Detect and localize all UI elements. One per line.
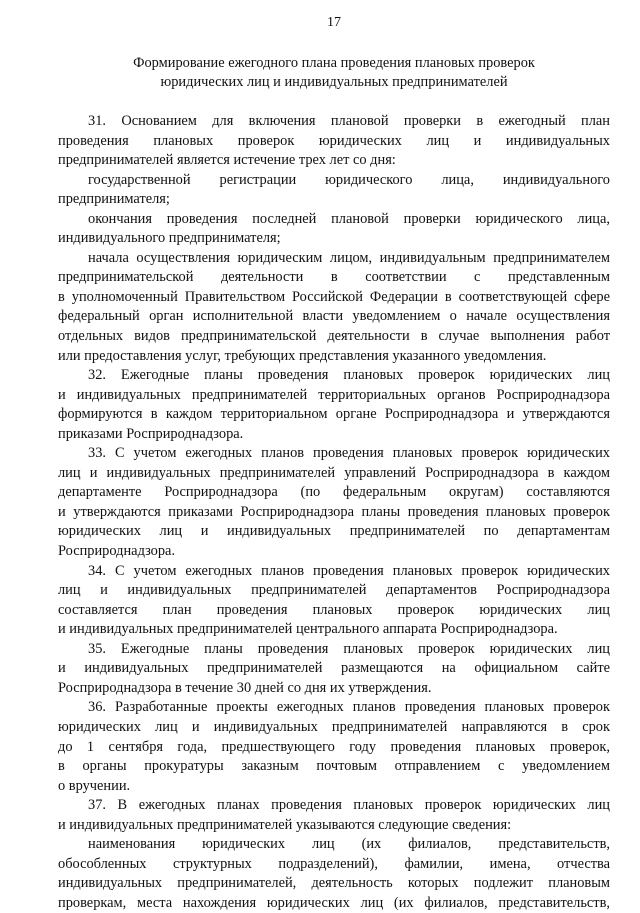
text-line: окончания проведения последней плановой проверки юридического лица, <box>88 210 610 227</box>
text-line: юридических лиц и индивидуальных предпринимателей направляются в срок <box>58 718 610 735</box>
text-line: департаменте Росприроднадзора (по федеральным округам) составляются <box>58 484 610 501</box>
text-line: лиц и индивидуальных предпринимателей департаментов Росприроднадзора <box>58 582 610 599</box>
text-line: предпринимателей является истечение трех лет со дня: <box>58 152 396 169</box>
document-body <box>58 112 610 913</box>
text-line: формируются в каждом территориальном органе Росприроднадзора и утверждаются <box>58 406 610 423</box>
text-line: проверкам, места нахождения юридических лиц (их филиалов, представительств, <box>58 894 610 911</box>
section-title-line: Формирование ежегодного плана проведения плановых проверок <box>133 55 535 71</box>
text-line: 35. Ежегодные планы проведения плановых проверок юридических лиц <box>88 640 610 657</box>
paragraph <box>58 249 610 366</box>
paragraph <box>58 171 610 210</box>
text-line: приказами Росприроднадзора. <box>58 425 244 442</box>
section-title-line: юридических лиц и индивидуальных предпринимателей <box>160 74 508 90</box>
text-line: Росприроднадзора в течение 30 дней со дня их утверждения. <box>58 679 432 696</box>
text-line: индивидуальных предпринимателей, деятельность которых подлежит плановым <box>58 875 610 892</box>
paragraph <box>58 796 610 835</box>
text-line: до 1 сентября года, предшествующего году проведения плановых проверок, <box>58 738 610 755</box>
section-title <box>58 54 610 92</box>
text-line: 32. Ежегодные планы проведения плановых проверок юридических лиц <box>88 367 610 384</box>
text-line: 33. С учетом ежегодных планов проведения плановых проверок юридических <box>88 445 610 462</box>
text-line: или предоставления услуг, требующих представления указанного уведомления. <box>58 347 547 364</box>
text-line: 37. В ежегодных планах проведения плановых проверок юридических лиц <box>88 797 610 814</box>
text-line: начала осуществления юридическим лицом, индивидуальным предпринимателем <box>88 249 610 266</box>
paragraph <box>58 444 610 561</box>
text-line: составляется план проведения плановых проверок юридических лиц <box>58 601 610 618</box>
text-line: обособленных структурных подразделений), фамилии, имена, отчества <box>58 855 610 872</box>
text-line: проведения плановых проверок юридических лиц и индивидуальных <box>58 132 610 149</box>
paragraph <box>58 640 610 699</box>
text-line: предпринимателя; <box>58 191 170 208</box>
paragraph <box>58 210 610 249</box>
text-line: 31. Основанием для включения плановой проверки в ежегодный план <box>88 113 610 129</box>
text-line: индивидуального предпринимателя; <box>58 230 281 247</box>
paragraph <box>58 112 610 171</box>
text-line: и индивидуальных предпринимателей территориальных органов Росприроднадзора <box>58 386 610 403</box>
text-line: юридических лиц и индивидуальных предпринимателей по департаментам <box>58 523 610 540</box>
text-line: федеральный орган исполнительной власти уведомлением о начале осуществления <box>58 308 610 325</box>
text-line: Росприроднадзора. <box>58 543 176 560</box>
page-number: 17 <box>327 15 341 30</box>
text-line: лиц и индивидуальных предпринимателей управлений Росприроднадзора в каждом <box>58 464 610 481</box>
paragraph <box>58 835 610 913</box>
text-line: и индивидуальных предпринимателей размещаются на официальном сайте <box>58 660 610 677</box>
paragraph <box>58 562 610 640</box>
text-line: отдельных видов предпринимательской деятельности в случае выполнения работ <box>58 328 610 345</box>
text-line: о вручении. <box>58 777 131 794</box>
text-line: в уполномоченный Правительством Российской Федерации в соответствующей сфере <box>58 288 610 305</box>
text-line: 34. С учетом ежегодных планов проведения плановых проверок юридических <box>88 562 610 579</box>
text-line: и утверждаются приказами Росприроднадзора планы проведения плановых проверок <box>58 503 610 520</box>
paragraph <box>58 366 610 444</box>
text-line: государственной регистрации юридического лица, индивидуального <box>88 171 610 188</box>
text-line: и индивидуальных предпринимателей центрального аппарата Росприроднадзора. <box>58 621 558 638</box>
text-line: и индивидуальных предпринимателей указываются следующие сведения: <box>58 816 512 833</box>
text-line: предпринимательской деятельности в соответствии с представленным <box>58 269 610 286</box>
paragraph <box>58 698 610 796</box>
text-line: наименования юридических лиц (их филиалов, представительств, <box>88 836 610 853</box>
text-line: 36. Разработанные проекты ежегодных планов проведения плановых проверок <box>88 699 610 716</box>
text-line: в органы прокуратуры заказным почтовым отправлением с уведомлением <box>58 758 610 775</box>
